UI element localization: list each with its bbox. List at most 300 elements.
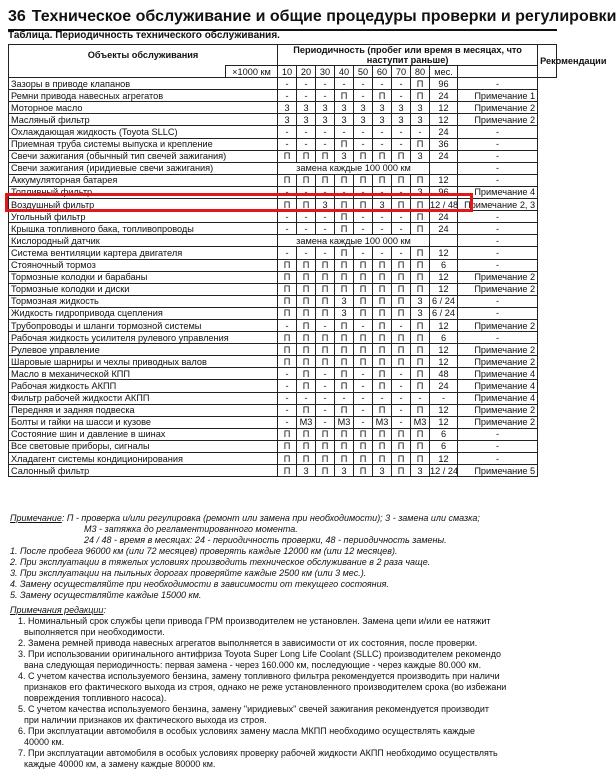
editorial-line: признаков его фактического выхода из строя, однако не реже установленного производителем срока (во избежани <box>24 682 507 692</box>
row-months: 6 <box>430 259 458 271</box>
row-cell: П <box>297 332 316 344</box>
row-cell: П <box>335 174 354 186</box>
notes-block: Примечание: П - проверка и/или регулировка (ремонт или замена при необходимости); 3 - замена или смазка; М3 - затяжка до регламентированного момента. 24 / 48 - время в месяцах: 24 - периодичность проверки, 48 - периодичность замены. 1. После пробега 96000 км (или 72 месяцев) проверять каждые 12000 км (или 12 месяцев). 2. При эксплуатации в тяжелых условиях производить техническое обслуживание в 2 раза чаще. 3. При эксплуатации на пыльных дорогах проверяйте каждые 2500 км (или 3 мес.). 4. Замену осуществляйте при необходимости в зависимости от текущего состояния. 5. Замену осуществляйте каждые 15000 км. <box>10 513 555 601</box>
row-cell: П <box>297 199 316 211</box>
row-recommendation: - <box>458 440 538 452</box>
row-name: Фильтр рабочей жидкости АКПП <box>9 392 278 404</box>
row-name: Болты и гайки на шасси и кузове <box>9 416 278 428</box>
row-cell: П <box>411 199 430 211</box>
notes-legend-2: М3 - затяжка до регламентированного момента. <box>84 524 298 534</box>
row-cell: П <box>335 453 354 465</box>
header-interval: 30 <box>316 66 335 78</box>
row-cell: - <box>297 223 316 235</box>
row-recommendation: Примечание 5 <box>458 465 538 477</box>
row-cell: - <box>373 138 392 150</box>
row-cell: П <box>411 404 430 416</box>
row-cell: П <box>335 223 354 235</box>
row-cell: - <box>278 368 297 380</box>
row-cell: - <box>278 126 297 138</box>
row-cell: - <box>316 138 335 150</box>
row-cell: П <box>335 211 354 223</box>
row-cell: 3 <box>316 102 335 114</box>
row-months: 48 <box>430 368 458 380</box>
row-cell: П <box>297 356 316 368</box>
table-row <box>9 102 557 114</box>
page-header <box>8 7 616 31</box>
header-months: мес. <box>430 66 458 78</box>
row-months: 36 <box>430 138 458 150</box>
row-cell: П <box>297 174 316 186</box>
row-cell: П <box>335 404 354 416</box>
row-cell: - <box>316 392 335 404</box>
row-recommendation: - <box>458 259 538 271</box>
row-name: Охлаждающая жидкость (Toyota SLLC) <box>9 126 278 138</box>
row-cell: 3 <box>335 307 354 319</box>
row-cell: М3 <box>411 416 430 428</box>
row-cell: П <box>373 307 392 319</box>
row-cell: - <box>278 138 297 150</box>
row-cell: - <box>297 392 316 404</box>
table-row <box>9 199 557 211</box>
row-cell: - <box>278 380 297 392</box>
note-item: 4. Замену осуществляйте при необходимости в зависимости от текущего состояния. <box>10 579 389 589</box>
row-cell: - <box>354 138 373 150</box>
row-cell: П <box>354 453 373 465</box>
row-cell: П <box>411 90 430 102</box>
row-cell: - <box>392 319 411 331</box>
row-cell: - <box>278 247 297 259</box>
row-cell: П <box>411 428 430 440</box>
row-cell: - <box>316 223 335 235</box>
row-recommendation: - <box>458 138 538 150</box>
table-row <box>9 453 557 465</box>
row-name: Ремни привода навесных агрегатов <box>9 90 278 102</box>
note-item: 3. При эксплуатации на пыльных дорогах проверяйте каждые 2500 км (или 3 мес.). <box>10 568 367 578</box>
row-cell: 3 <box>335 465 354 477</box>
row-cell: П <box>297 283 316 295</box>
table-row <box>9 295 557 307</box>
row-cell: П <box>297 295 316 307</box>
row-cell: - <box>373 186 392 198</box>
row-name: Хладагент системы кондиционирования <box>9 453 278 465</box>
row-cell: П <box>335 259 354 271</box>
row-cell: - <box>316 186 335 198</box>
row-months: 12 / 48 <box>430 199 459 210</box>
row-cell: 3 <box>411 295 430 307</box>
row-cell: П <box>297 150 316 162</box>
row-cell: П <box>411 356 430 368</box>
row-cell: П <box>335 332 354 344</box>
row-cell: П <box>411 368 430 380</box>
row-cell: П <box>373 380 392 392</box>
row-cell: П <box>297 453 316 465</box>
row-months: - <box>430 392 458 404</box>
row-recommendation: Примечание 4 <box>458 380 538 392</box>
row-cell: - <box>411 126 430 138</box>
row-cell: - <box>373 126 392 138</box>
row-recommendation: - <box>458 307 538 319</box>
header-interval: 50 <box>354 66 373 78</box>
row-cell: П <box>373 404 392 416</box>
row-cell: 3 <box>411 102 430 114</box>
header-interval: 70 <box>392 66 411 78</box>
row-cell: - <box>354 186 373 198</box>
table-row <box>9 90 557 102</box>
row-name: Шаровые шарниры и чехлы приводных валов <box>9 356 278 368</box>
row-cell: - <box>335 78 354 90</box>
row-recommendation: - <box>458 247 538 259</box>
row-months: 12 <box>430 356 458 368</box>
row-cell: П <box>354 150 373 162</box>
table-row <box>9 138 557 150</box>
row-span-text: замена каждые 100 000 км <box>278 162 430 174</box>
row-cell: - <box>297 90 316 102</box>
row-cell: - <box>278 78 297 90</box>
row-cell: П <box>373 344 392 356</box>
row-cell: - <box>278 416 297 428</box>
row-months: 24 <box>430 126 458 138</box>
row-cell: П <box>316 174 335 186</box>
row-months: 24 <box>430 223 458 235</box>
row-cell: П <box>392 453 411 465</box>
row-recommendation: Примечание 4 <box>458 186 538 198</box>
row-cell: П <box>392 271 411 283</box>
row-cell: - <box>392 380 411 392</box>
table-row <box>9 186 557 198</box>
row-name: Жидкость гидропривода сцепления <box>9 307 278 319</box>
row-cell: - <box>354 211 373 223</box>
header-period: Периодичность (пробег или время в месяцах, что наступит раньше) <box>278 45 538 66</box>
row-recommendation: Примечание 2 <box>458 271 538 283</box>
row-cell: - <box>297 247 316 259</box>
row-cell: П <box>335 356 354 368</box>
row-name: Тормозная жидкость <box>9 295 278 307</box>
editorial-line: 40000 км. <box>24 737 65 747</box>
row-cell: П <box>335 428 354 440</box>
row-cell: П <box>354 174 373 186</box>
row-cell: П <box>278 271 297 283</box>
header-interval: 10 <box>278 66 297 78</box>
row-cell: - <box>392 78 411 90</box>
editorial-line: при наличии признаков их фактического выхода из строя. <box>24 715 267 725</box>
table-row <box>9 440 557 452</box>
row-cell: П <box>373 259 392 271</box>
row-cell: П <box>354 465 373 477</box>
row-cell: 3 <box>335 102 354 114</box>
editorial-line: выполняется при необходимости. <box>24 627 165 637</box>
row-cell: П <box>411 271 430 283</box>
row-cell: - <box>411 392 430 404</box>
row-cell: П <box>316 344 335 356</box>
table-row <box>9 223 557 235</box>
row-cell: 3 <box>316 199 335 211</box>
row-recommendation: Примечание 2 <box>458 283 538 295</box>
row-cell: - <box>335 126 354 138</box>
row-cell: - <box>392 368 411 380</box>
note-item: 1. После пробега 96000 км (или 72 месяцев) проверять каждые 12000 км (или 12 месяцев). <box>10 546 398 556</box>
row-cell: П <box>392 356 411 368</box>
row-cell: - <box>316 380 335 392</box>
row-cell: П <box>411 78 430 90</box>
row-name: Моторное масло <box>9 102 278 114</box>
row-cell: П <box>278 332 297 344</box>
row-recommendation: Примечание 1 <box>458 90 538 102</box>
editorial-line: 4. С учетом качества используемого бензина, замену топливного фильтра рекомендуется производить при наличи <box>18 671 500 681</box>
table-row <box>9 162 557 174</box>
row-cell: - <box>392 223 411 235</box>
row-cell: П <box>278 453 297 465</box>
editorial-line: 7. При эксплуатации автомобиля в особых условиях проверку рабочей жидкости АКПП необходимо осуществлять <box>18 748 498 758</box>
row-months: 6 / 24 <box>430 307 458 319</box>
maintenance-schedule-table <box>8 44 607 477</box>
row-cell: - <box>278 223 297 235</box>
row-cell: П <box>297 259 316 271</box>
row-months: 12 <box>430 416 458 428</box>
row-months: 12 <box>430 114 458 126</box>
row-cell: П <box>373 295 392 307</box>
table-row <box>9 174 557 186</box>
row-months: 96 <box>430 186 458 198</box>
row-cell: П <box>373 150 392 162</box>
row-cell: - <box>354 416 373 428</box>
row-cell: П <box>411 380 430 392</box>
row-cell: П <box>278 259 297 271</box>
row-cell: П <box>316 295 335 307</box>
row-cell: - <box>278 90 297 102</box>
row-cell: - <box>392 416 411 428</box>
row-months: 6 <box>430 440 458 452</box>
row-cell: П <box>316 356 335 368</box>
row-months: 12 <box>430 319 458 331</box>
row-recommendation: - <box>458 235 538 247</box>
row-cell: П <box>392 332 411 344</box>
row-name: Свечи зажигания (обычный тип свечей зажигания) <box>9 150 278 162</box>
row-recommendation: Примечание 2 <box>458 114 538 126</box>
editorial-line: каждые 40000 км, а замену каждые 80000 км. <box>24 759 216 769</box>
row-cell: 3 <box>373 114 392 126</box>
row-name: Все световые приборы, сигналы <box>9 440 278 452</box>
row-cell: П <box>297 319 316 331</box>
row-cell: 3 <box>373 199 392 211</box>
editorial-line: 2. Замена ремней привода навесных агрегатов выполняется в зависимости от их состояния, после проверки. <box>18 638 478 648</box>
row-cell: П <box>373 174 392 186</box>
row-cell: 3 <box>411 307 430 319</box>
row-months: 24 <box>430 380 458 392</box>
row-recommendation: Примечание 2 <box>458 416 538 428</box>
row-cell: - <box>392 392 411 404</box>
row-cell: П <box>278 440 297 452</box>
row-cell: П <box>335 380 354 392</box>
row-cell: М3 <box>297 416 316 428</box>
note-item: 2. При эксплуатации в тяжелых условиях производить техническое обслуживание в 2 раза чаще. <box>10 557 431 567</box>
row-cell: 3 <box>297 102 316 114</box>
row-recommendation: - <box>458 332 538 344</box>
row-recommendation: - <box>458 211 538 223</box>
row-months: 12 <box>430 102 458 114</box>
row-cell: 3 <box>411 465 430 477</box>
row-cell: - <box>354 404 373 416</box>
row-name: Зазоры в приводе клапанов <box>9 78 278 90</box>
row-cell: П <box>335 344 354 356</box>
table-caption: Таблица. Периодичность технического обслуживания. <box>8 30 280 41</box>
table-row <box>9 428 557 440</box>
row-cell: П <box>392 344 411 356</box>
notes-legend-3: 24 / 48 - время в месяцах: 24 - периодичность проверки, 48 - периодичность замены. <box>84 535 447 545</box>
row-cell: П <box>411 332 430 344</box>
row-cell: П <box>297 428 316 440</box>
row-cell: П <box>373 90 392 102</box>
row-cell: - <box>354 247 373 259</box>
editorial-line: 5. С учетом качества используемого бензина, замену "иридиевых" свечей зажигания рекомендуется производит <box>18 704 490 714</box>
row-cell: 3 <box>354 114 373 126</box>
row-cell: П <box>316 428 335 440</box>
row-cell: П <box>278 295 297 307</box>
row-cell: П <box>278 428 297 440</box>
row-cell: - <box>392 247 411 259</box>
row-cell: П <box>316 440 335 452</box>
row-cell: П <box>316 307 335 319</box>
table-row <box>9 380 557 392</box>
editorial-line: 6. При эксплуатации автомобиля в особых условиях замену масла МКПП необходимо осуществлять каждые <box>18 726 476 736</box>
row-cell: П <box>392 283 411 295</box>
row-cell: П <box>373 440 392 452</box>
row-cell: - <box>297 78 316 90</box>
row-cell: - <box>373 223 392 235</box>
page-number: 36 <box>8 8 26 25</box>
row-cell: П <box>316 453 335 465</box>
row-name: Тормозные колодки и диски <box>9 283 278 295</box>
row-recommendation: Примечание 2 <box>458 404 538 416</box>
row-cell: П <box>354 307 373 319</box>
row-cell: - <box>354 223 373 235</box>
row-cell: П <box>297 440 316 452</box>
table-row <box>9 465 557 477</box>
row-cell: П <box>392 440 411 452</box>
row-cell: - <box>354 78 373 90</box>
row-cell: П <box>354 283 373 295</box>
header-interval: 60 <box>373 66 392 78</box>
row-cell: П <box>392 150 411 162</box>
row-cell: П <box>278 150 297 162</box>
row-cell: П <box>411 247 430 259</box>
row-recommendation: Примечание 2 <box>458 319 538 331</box>
row-recommendation: - <box>458 223 538 235</box>
row-recommendation: Примечание 2, 3 <box>458 199 538 211</box>
row-months: 12 <box>430 453 458 465</box>
row-cell: П <box>411 174 430 186</box>
row-cell: П <box>335 319 354 331</box>
header-interval: 80 <box>411 66 430 78</box>
row-cell: - <box>278 186 297 198</box>
row-cell: 3 <box>354 102 373 114</box>
table-row <box>9 404 557 416</box>
editorial-line: 3. При использовании оригинального антифриза Toyota Super Long Life Coolant (SLLC) производителем рекомендо <box>18 649 501 659</box>
header-interval: 40 <box>335 66 354 78</box>
row-months: 12 <box>430 271 458 283</box>
row-name: Масло в механической КПП <box>9 368 278 380</box>
row-cell: 3 <box>335 150 354 162</box>
notes-legend-1: П - проверка и/или регулировка (ремонт или замена при необходимости); 3 - замена или смазка; <box>66 513 480 523</box>
row-cell: - <box>316 404 335 416</box>
row-cell: П <box>373 319 392 331</box>
row-cell: 3 <box>411 186 430 198</box>
row-cell: П <box>354 259 373 271</box>
row-cell: П <box>354 332 373 344</box>
row-months: 24 <box>430 150 458 162</box>
row-recommendation: - <box>458 453 538 465</box>
row-recommendation: - <box>458 428 538 440</box>
row-cell: П <box>278 283 297 295</box>
row-cell: - <box>373 211 392 223</box>
row-cell: П <box>373 368 392 380</box>
row-cell: - <box>373 247 392 259</box>
row-cell: П <box>278 174 297 186</box>
row-cell: - <box>316 416 335 428</box>
row-months: 12 / 24 <box>430 465 459 476</box>
row-months: 24 <box>430 211 458 223</box>
row-cell: - <box>373 392 392 404</box>
row-cell: П <box>411 211 430 223</box>
row-cell: П <box>392 199 411 211</box>
page-title: Техническое обслуживание и общие процедуры проверки и регулировки <box>31 8 616 25</box>
row-name: Воздушный фильтр <box>9 199 278 211</box>
editorial-line: 1. Номинальный срок службы цепи привода ГРМ производителем не установлен. Замена цепи и/или ее натяжит <box>18 616 491 626</box>
editorial-notes: Примечания редакции: 1. Номинальный срок службы цепи привода ГРМ производителем не установлен. Замена цепи и/или ее натяжит выполняется при необходимости. 2. Замена ремней привода навесных агрегатов выполняется в зависимости от их состояния, после проверки. 3. При использовании оригинального антифриза Toyota Super Long Life Coolant (SLLC) производителем рекомендо вана следующая периодичность: первая замена - через 160.000 км, последующие - через каждые 80.000 км. 4. С учетом качества используемого бензина, замену топливного фильтра рекомендуется производить при наличи признаков его фактического выхода из строя, однако не реже установленного производителем срока (во избежани повреждения топливного насоса). 5. С учетом качества используемого бензина, замену "иридиевых" свечей зажигания рекомендуется производит при наличии признаков их фактического выхода из строя. 6. При эксплуатации автомобиля в особых условиях замену масла МКПП необходимо осуществлять каждые 40000 км. 7. При эксплуатации автомобиля в особых условиях проверку рабочей жидкости АКПП необходимо осуществлять каждые 40000 км, а замену каждые 80000 км. <box>10 605 558 770</box>
row-recommendation: Примечание 2 <box>458 356 538 368</box>
row-months: 12 <box>430 344 458 356</box>
row-cell: - <box>354 392 373 404</box>
row-cell: - <box>297 186 316 198</box>
row-cell: - <box>354 126 373 138</box>
row-cell: П <box>354 356 373 368</box>
row-cell: П <box>278 356 297 368</box>
row-cell: - <box>354 90 373 102</box>
table-row <box>9 126 557 138</box>
row-cell: П <box>411 223 430 235</box>
row-months: 6 <box>430 428 458 440</box>
notes-label: Примечание <box>10 513 62 523</box>
row-span-text: замена каждые 100 000 км <box>278 235 430 247</box>
row-cell: - <box>373 78 392 90</box>
table-row <box>9 247 557 259</box>
row-cell: П <box>335 283 354 295</box>
row-cell: - <box>297 138 316 150</box>
row-cell: 3 <box>373 102 392 114</box>
row-cell: П <box>316 332 335 344</box>
row-cell: П <box>278 199 297 211</box>
row-cell: - <box>297 211 316 223</box>
row-cell: П <box>335 90 354 102</box>
row-recommendation: - <box>458 295 538 307</box>
row-cell: П <box>297 368 316 380</box>
row-recommendation: - <box>458 174 538 186</box>
row-cell: М3 <box>373 416 392 428</box>
row-cell: П <box>411 259 430 271</box>
row-name: Угольный фильтр <box>9 211 278 223</box>
row-name: Аккумуляторная батарея <box>9 174 278 186</box>
row-recommendation: Примечание 4 <box>458 392 538 404</box>
row-cell: 3 <box>316 114 335 126</box>
header-recommendations: Рекомендации <box>538 45 557 78</box>
row-name: Топливный фильтр <box>9 186 278 198</box>
row-cell: П <box>354 271 373 283</box>
row-cell: - <box>392 90 411 102</box>
row-cell: 3 <box>411 114 430 126</box>
row-cell: П <box>411 319 430 331</box>
table-row <box>9 332 557 344</box>
row-cell: П <box>278 344 297 356</box>
row-cell: П <box>354 295 373 307</box>
